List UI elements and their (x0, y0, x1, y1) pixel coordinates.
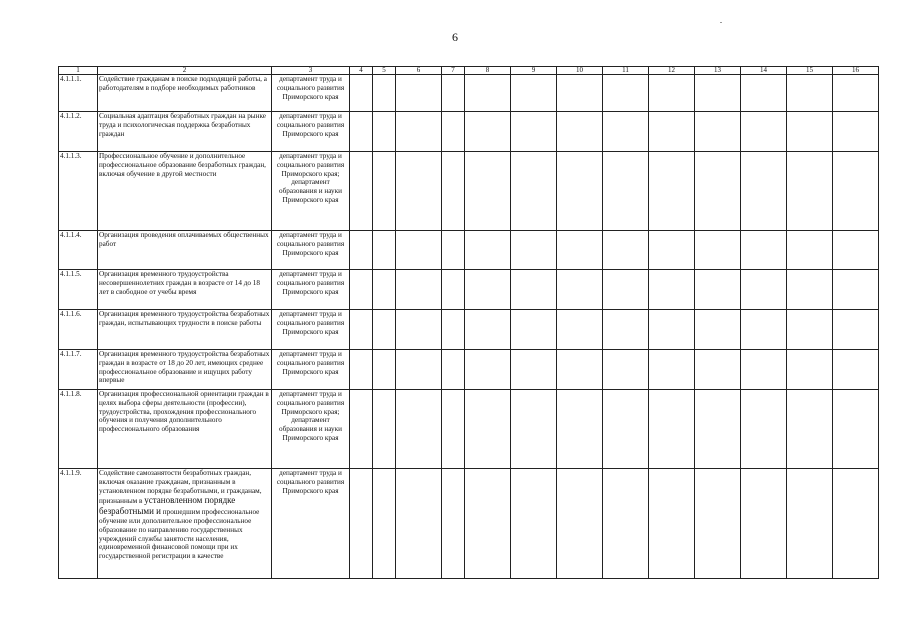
empty-cell (373, 390, 396, 469)
empty-cell (465, 270, 511, 310)
empty-cell (695, 75, 741, 112)
empty-cell (741, 152, 787, 231)
empty-cell (373, 350, 396, 390)
measures-table (58, 66, 879, 579)
responsible-executor: департамент труда и социального развития Приморского края (272, 75, 350, 112)
empty-cell (442, 75, 465, 112)
empty-cell (373, 112, 396, 152)
measure-name: Социальная адаптация безработных граждан на рынке труда и психологическая поддержка безработных граждан (98, 112, 272, 152)
responsible-executor: департамент труда и социального развития Приморского края (272, 270, 350, 310)
empty-cell (396, 112, 442, 152)
column-header: 4 (350, 67, 373, 75)
table-row (59, 350, 879, 390)
measure-name: Организация временного трудоустройства несовершеннолетних граждан в возрасте от 14 до 18 лет в свободное от учебы время (98, 270, 272, 310)
empty-cell (557, 350, 603, 390)
scan-speck (720, 22, 722, 23)
empty-cell (695, 270, 741, 310)
empty-cell (741, 231, 787, 270)
empty-cell (695, 390, 741, 469)
empty-cell (833, 270, 879, 310)
empty-cell (511, 75, 557, 112)
empty-cell (442, 310, 465, 350)
empty-cell (557, 469, 603, 579)
empty-cell (695, 350, 741, 390)
table-row (59, 152, 879, 231)
empty-cell (465, 350, 511, 390)
empty-cell (603, 469, 649, 579)
empty-cell (833, 231, 879, 270)
empty-cell (465, 310, 511, 350)
empty-cell (787, 152, 833, 231)
responsible-executor: департамент труда и социального развития Приморского края (272, 469, 350, 579)
empty-cell (373, 75, 396, 112)
responsible-executor: департамент труда и социального развития Приморского края; департамент образования и науки Приморского края (272, 152, 350, 231)
column-header: 6 (396, 67, 442, 75)
responsible-executor: департамент труда и социального развития Приморского края (272, 112, 350, 152)
empty-cell (511, 350, 557, 390)
empty-cell (833, 350, 879, 390)
empty-cell (396, 231, 442, 270)
empty-cell (649, 112, 695, 152)
empty-cell (833, 469, 879, 579)
empty-cell (350, 350, 373, 390)
row-number: 4.1.1.4. (59, 231, 98, 270)
empty-cell (442, 231, 465, 270)
row-number: 4.1.1.7. (59, 350, 98, 390)
empty-cell (350, 270, 373, 310)
empty-cell (557, 152, 603, 231)
empty-cell (603, 390, 649, 469)
empty-cell (557, 231, 603, 270)
measure-name: Организация проведения оплачиваемых общественных работ (98, 231, 272, 270)
empty-cell (741, 310, 787, 350)
measure-name: Организация профессиональной ориентации граждан в целях выбора сферы деятельности (профессии), трудоустройства, прохождения профессионального обучения и получения дополнительного профессионального образования (98, 390, 272, 469)
empty-cell (557, 75, 603, 112)
empty-cell (741, 270, 787, 310)
column-header: 9 (511, 67, 557, 75)
column-header: 13 (695, 67, 741, 75)
column-header: 15 (787, 67, 833, 75)
empty-cell (603, 231, 649, 270)
empty-cell (787, 231, 833, 270)
empty-cell (649, 390, 695, 469)
empty-cell (396, 310, 442, 350)
table-row (59, 270, 879, 310)
empty-cell (442, 390, 465, 469)
measure-name (98, 469, 272, 579)
header-row (59, 67, 879, 75)
row-number: 4.1.1.6. (59, 310, 98, 350)
empty-cell (373, 152, 396, 231)
empty-cell (557, 310, 603, 350)
empty-cell (511, 469, 557, 579)
empty-cell (741, 350, 787, 390)
measure-name-part: установленном порядке безработными и (99, 495, 236, 517)
column-header: 10 (557, 67, 603, 75)
measure-name: Содействие гражданам в поиске подходящей работы, а работодателям в подборе необходимых работников (98, 75, 272, 112)
row-number: 4.1.1.8. (59, 390, 98, 469)
empty-cell (511, 112, 557, 152)
empty-cell (557, 270, 603, 310)
empty-cell (603, 112, 649, 152)
responsible-executor: департамент труда и социального развития Приморского края (272, 231, 350, 270)
empty-cell (465, 390, 511, 469)
measure-name: Профессиональное обучение и дополнительное профессиональное образование безработных граждан, включая обучение в другой местности (98, 152, 272, 231)
empty-cell (350, 310, 373, 350)
column-header: 11 (603, 67, 649, 75)
table-row (59, 231, 879, 270)
empty-cell (695, 469, 741, 579)
empty-cell (396, 75, 442, 112)
column-header: 7 (442, 67, 465, 75)
empty-cell (833, 112, 879, 152)
empty-cell (350, 112, 373, 152)
empty-cell (603, 350, 649, 390)
empty-cell (465, 469, 511, 579)
empty-cell (350, 390, 373, 469)
empty-cell (787, 112, 833, 152)
empty-cell (649, 350, 695, 390)
empty-cell (695, 231, 741, 270)
column-header: 1 (59, 67, 98, 75)
measure-name: Организация временного трудоустройства безработных граждан в возрасте от 18 до 20 лет, имеющих среднее профессиональное образование и ищущих работу впервые (98, 350, 272, 390)
column-header: 16 (833, 67, 879, 75)
empty-cell (695, 310, 741, 350)
empty-cell (350, 152, 373, 231)
responsible-executor: департамент труда и социального развития Приморского края; департамент образования и науки Приморского края (272, 390, 350, 469)
empty-cell (833, 390, 879, 469)
empty-cell (649, 231, 695, 270)
empty-cell (695, 152, 741, 231)
empty-cell (787, 350, 833, 390)
empty-cell (787, 469, 833, 579)
empty-cell (350, 469, 373, 579)
empty-cell (787, 75, 833, 112)
empty-cell (465, 75, 511, 112)
empty-cell (442, 152, 465, 231)
empty-cell (442, 469, 465, 579)
empty-cell (442, 112, 465, 152)
empty-cell (373, 310, 396, 350)
empty-cell (442, 350, 465, 390)
empty-cell (741, 112, 787, 152)
row-number: 4.1.1.5. (59, 270, 98, 310)
empty-cell (465, 231, 511, 270)
column-header: 8 (465, 67, 511, 75)
table-row (59, 390, 879, 469)
column-header: 12 (649, 67, 695, 75)
column-header: 14 (741, 67, 787, 75)
table-row (59, 469, 879, 579)
empty-cell (396, 469, 442, 579)
empty-cell (511, 231, 557, 270)
table-row (59, 112, 879, 152)
column-header: 2 (98, 67, 272, 75)
empty-cell (649, 152, 695, 231)
empty-cell (741, 390, 787, 469)
empty-cell (603, 310, 649, 350)
empty-cell (695, 112, 741, 152)
row-number: 4.1.1.1. (59, 75, 98, 112)
empty-cell (350, 75, 373, 112)
column-header: 3 (272, 67, 350, 75)
measure-name-part: Содействие самозанятости безработных граждан, включая оказание гражданам, признанным в установленном порядке безработными, и гражданам, признанным в (99, 469, 262, 506)
empty-cell (649, 270, 695, 310)
empty-cell (833, 152, 879, 231)
empty-cell (396, 270, 442, 310)
empty-cell (833, 75, 879, 112)
empty-cell (396, 152, 442, 231)
empty-cell (741, 469, 787, 579)
empty-cell (396, 350, 442, 390)
empty-cell (511, 310, 557, 350)
column-header: 5 (373, 67, 396, 75)
measure-name-part: прошедшим профессиональное обучение или дополнительное профессиональное образование по направлению государственных учреждений службы занятости населения, единовременной финансовой помощи при их государственной регистрации в качестве (99, 508, 260, 561)
empty-cell (465, 112, 511, 152)
empty-cell (442, 270, 465, 310)
empty-cell (511, 390, 557, 469)
empty-cell (787, 390, 833, 469)
row-number: 4.1.1.2. (59, 112, 98, 152)
empty-cell (373, 231, 396, 270)
empty-cell (465, 152, 511, 231)
empty-cell (373, 469, 396, 579)
measure-name: Организация временного трудоустройства безработных граждан, испытывающих трудности в поиске работы (98, 310, 272, 350)
table-row (59, 310, 879, 350)
row-number: 4.1.1.3. (59, 152, 98, 231)
empty-cell (373, 270, 396, 310)
row-number: 4.1.1.9. (59, 469, 98, 579)
empty-cell (833, 310, 879, 350)
empty-cell (350, 231, 373, 270)
responsible-executor: департамент труда и социального развития Приморского края (272, 310, 350, 350)
empty-cell (787, 310, 833, 350)
empty-cell (511, 270, 557, 310)
empty-cell (649, 75, 695, 112)
empty-cell (396, 390, 442, 469)
empty-cell (557, 112, 603, 152)
empty-cell (603, 152, 649, 231)
table-row (59, 75, 879, 112)
empty-cell (787, 270, 833, 310)
empty-cell (649, 469, 695, 579)
page-number: 6 (452, 30, 458, 44)
responsible-executor: департамент труда и социального развития Приморского края (272, 350, 350, 390)
empty-cell (557, 390, 603, 469)
empty-cell (603, 75, 649, 112)
empty-cell (511, 152, 557, 231)
empty-cell (649, 310, 695, 350)
empty-cell (603, 270, 649, 310)
empty-cell (741, 75, 787, 112)
